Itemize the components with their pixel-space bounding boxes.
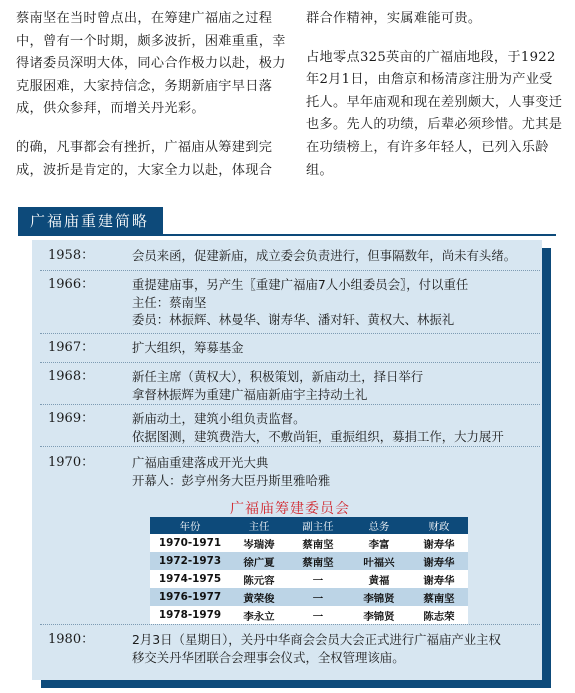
committee-title: 广福庙筹建委员会 (230, 501, 350, 517)
table-cell: 黄福 (348, 570, 410, 588)
article-right-column (306, 8, 564, 198)
table-cell: 陈志荣 (410, 606, 468, 624)
timeline-divider (40, 446, 540, 448)
timeline-line: 拿督林振辉为重建广福庙新庙宇主持动土礼 (132, 386, 368, 402)
timeline-year: 1969： (48, 411, 95, 426)
timeline-line: 扩大组织，筹募基金 (132, 340, 244, 355)
timeline-divider (40, 333, 540, 335)
timeline-line: 依据图测，建筑费浩大，不敷尚钜，重振组织，募捐工作，大力展开 (132, 428, 504, 444)
table-cell: 蔡南坚 (288, 534, 348, 552)
timeline-line: 2月3日（星期日），关丹中华商会会员大会正式进行广福庙产业主权 (132, 632, 501, 647)
table-cell: 蔡南坚 (410, 588, 468, 606)
table-row (150, 588, 468, 606)
column-header: 年份 (150, 517, 230, 534)
timeline-text (132, 368, 552, 403)
timeline-year: 1980： (48, 632, 95, 647)
table-cell: 徐广夏 (230, 552, 288, 570)
timeline-text (132, 454, 552, 489)
timeline-line: 移交关丹华团联合会理事会仪式，全权管理该庙。 (132, 649, 405, 665)
timeline-line: 主任：蔡南坚 (132, 294, 207, 310)
table-cell: 谢寿华 (410, 570, 468, 588)
table-cell: 一 (288, 606, 348, 624)
column-header: 主任 (230, 517, 288, 534)
table-cell: 岑瑞涛 (230, 534, 288, 552)
table-cell: 一 (288, 570, 348, 588)
table-cell: 1970-1971 (150, 534, 230, 552)
timeline-line: 委员：林振辉、林曼华、谢寿华、潘对轩、黄权大、林振礼 (132, 312, 455, 327)
timeline-text (132, 339, 552, 357)
table-cell: 叶福兴 (348, 552, 410, 570)
timeline-line: 会员来函，促建新庙，成立委会负责进行，但事隔数年，尚未有头绪。 (132, 248, 517, 263)
table-cell: 1974-1975 (150, 570, 230, 588)
table-cell: 1976-1977 (150, 588, 230, 606)
article-left-column (16, 8, 286, 198)
table-row (150, 552, 468, 570)
article-paragraph: 占地零点325英亩的广福庙地段，于1922年2月1日，由詹京和杨清彦注册为产业受托人。早年庙观和现在差别颇大，人事变迁也多。先人的功绩，后辈必须珍惜。尤其是在功绩榜上，有许多年轻人，已列入乐龄组。 (306, 49, 563, 178)
table-cell: 李富 (348, 534, 410, 552)
timeline-year: 1968： (48, 369, 95, 384)
table-row (150, 534, 468, 552)
timeline-divider (40, 362, 540, 364)
article-paragraph: 群合作精神，实属难能可贵。 (306, 11, 482, 26)
committee-table (150, 517, 468, 624)
timeline-year: 1966： (48, 277, 95, 292)
timeline-year: 1967： (48, 340, 95, 355)
table-cell: 李永立 (230, 606, 288, 624)
table-header-row (150, 517, 468, 534)
title-rule (18, 234, 556, 236)
timeline-divider (40, 404, 540, 406)
timeline-line: 新庙动土，建筑小组负责监督。 (132, 411, 306, 426)
table-cell: 1978-1979 (150, 606, 230, 624)
section-title: 广福庙重建简略 (18, 207, 163, 235)
timeline-text (132, 410, 552, 445)
timeline-text (132, 247, 552, 265)
timeline-divider (40, 270, 540, 272)
table-cell: 1972-1973 (150, 552, 230, 570)
article-paragraph: 蔡南坚在当时曾点出，在筹建广福庙之过程中，曾有一个时期，颇多波折，困难重重，幸得诸委员深明大体，同心合作极力以赴，极力克服困难，大家持信念，务期新庙宇早日落成，供众参拜，而增关丹光彩。 (16, 11, 286, 117)
article-paragraph: 的确，凡事都会有挫折，广福庙从筹建到完成，波折是肯定的，大家全力以赴，体现合 (16, 139, 273, 178)
table-cell: 李锦贤 (348, 606, 410, 624)
table-cell: 谢寿华 (410, 552, 468, 570)
timeline-line: 新任主席（黄权大），积极策划，新庙动土，择日举行 (132, 369, 424, 384)
table-cell: 陈元容 (230, 570, 288, 588)
table-row (150, 570, 468, 588)
timeline-line: 重提建庙事，另产生〖重建广福庙7人小组委员会〗，付以重任 (132, 277, 469, 292)
timeline-line: 广福庙重建落成开光大典 (132, 455, 269, 470)
column-header: 副主任 (288, 517, 348, 534)
table-cell: 李锦贤 (348, 588, 410, 606)
timeline-year: 1970： (48, 455, 95, 470)
table-cell: 谢寿华 (410, 534, 468, 552)
table-cell: 蔡南坚 (288, 552, 348, 570)
column-header: 总务 (348, 517, 410, 534)
timeline-text (132, 276, 552, 329)
timeline-line: 开幕人：彭亨州务大臣丹斯里雅哈雅 (132, 472, 331, 488)
table-row (150, 606, 468, 624)
table-cell: 黄荣俊 (230, 588, 288, 606)
timeline-divider (40, 624, 540, 626)
timeline-year: 1958： (48, 248, 95, 263)
table-cell: 一 (288, 588, 348, 606)
column-header: 财政 (410, 517, 468, 534)
timeline-text (132, 631, 552, 666)
